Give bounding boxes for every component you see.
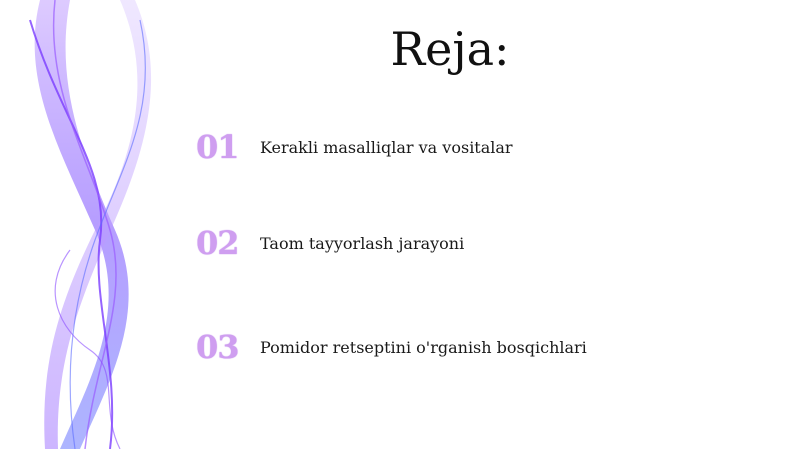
agenda-item-text: Kerakli masalliqlar va vositalar [260,137,513,157]
agenda-item [196,122,756,172]
purple-smoke-wave-icon [0,0,200,449]
agenda-item-number: 01 [196,128,239,166]
agenda-item-text: Pomidor retseptini o'rganish bosqichlari [260,337,587,357]
agenda-item-number: 02 [196,224,239,262]
slide-title: Reja: [390,22,510,76]
agenda-item [196,322,756,372]
agenda-item-text: Taom tayyorlash jarayoni [260,233,465,253]
agenda-item-number: 03 [196,328,239,366]
agenda-item [196,218,756,268]
